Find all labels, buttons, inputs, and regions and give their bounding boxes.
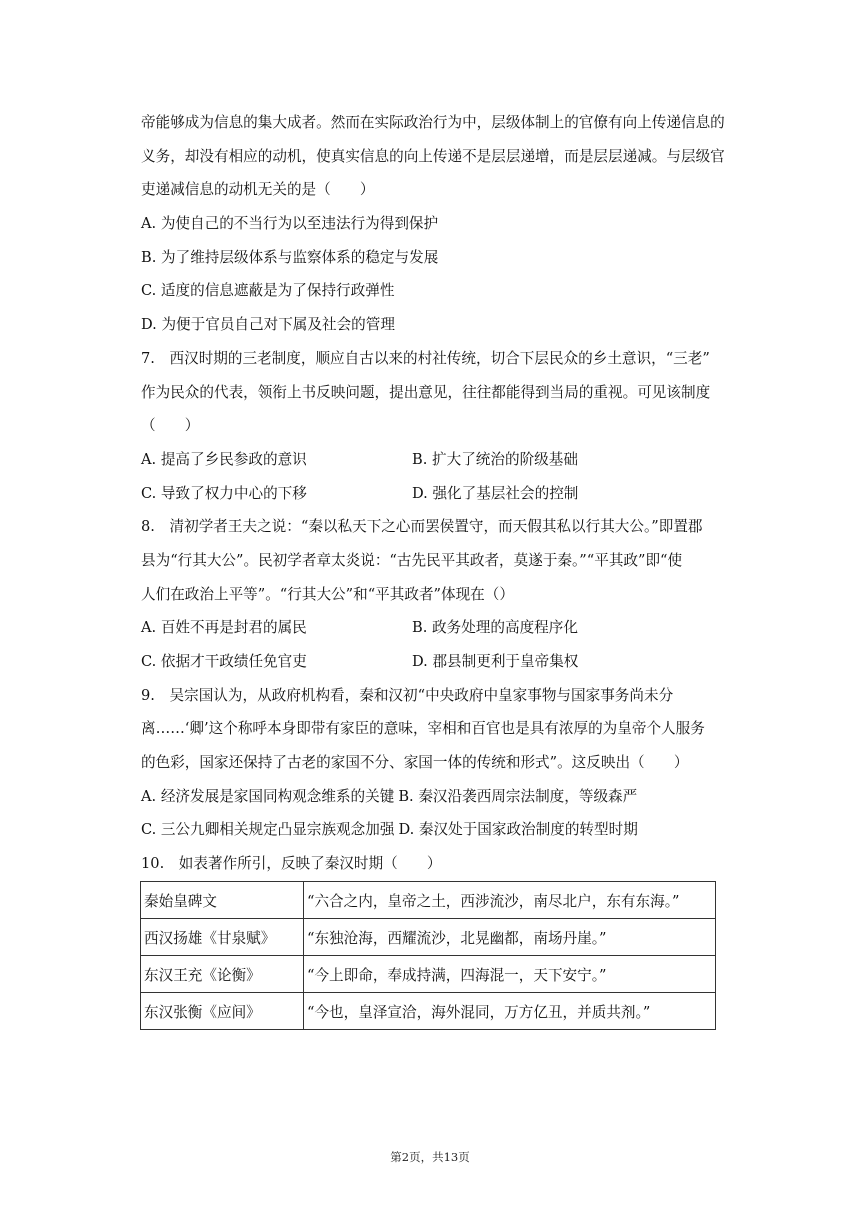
- question-7-stem: 7. 西汉时期的三老制度，顺应自古以来的村社传统，切合下层民众的乡土意识，“三老”: [141, 349, 710, 367]
- question-10-stem: 10. 如表著作所引，反映了秦汉时期（ ）: [141, 855, 442, 873]
- options-row: [141, 645, 721, 679]
- table-cell-source: 西汉扬雄《甘泉赋》: [141, 919, 304, 956]
- option-c: C. 适度的信息遮蔽是为了保持行政弹性: [141, 282, 395, 300]
- text-line: 吏递减信息的动机无关的是（ ）: [141, 181, 375, 199]
- question-text: [141, 106, 725, 881]
- text-line: （ ）: [141, 417, 200, 435]
- text-line: 义务，却没有相应的动机，使真实信息的向上传递不是层层递增，而是层层递减。与层级官: [141, 147, 725, 165]
- table-row: [141, 956, 716, 993]
- option-b: B. 秦汉沿袭西周宗法制度，等级森严: [398, 787, 638, 805]
- table-row: [141, 882, 716, 919]
- options-row: [141, 611, 721, 645]
- option-d: D. 秦汉处于国家政治制度的转型时期: [398, 821, 638, 839]
- options-row: [141, 813, 721, 847]
- text-line: 作为民众的代表，领衔上书反映问题，提出意见，往往都能得到当局的重视。可见该制度: [141, 383, 711, 401]
- table-cell-quote: “今也，皇泽宣洽，海外混同，万方亿丑，并质共剂。”: [304, 993, 716, 1030]
- table-cell-quote: “东独沧海，西耀流沙，北晃幽都，南场丹崖。”: [304, 919, 716, 956]
- option-c: C. 三公九卿相关规定凸显宗族观念加强: [141, 821, 395, 839]
- option-d: D. 强化了基层社会的控制: [412, 484, 579, 502]
- options-row: [141, 477, 721, 511]
- table-cell-quote: “六合之内，皇帝之土，西涉流沙，南尽北户，东有东海。”: [304, 882, 716, 919]
- table-row: [141, 919, 716, 956]
- option-b: B. 政务处理的高度程序化: [412, 619, 578, 637]
- text-line: 县为“行其大公”。民初学者章太炎说：“古先民平其政者，莫遂于秦。”“平其政”即“使: [141, 551, 683, 569]
- quotation-table: [140, 881, 716, 1030]
- text-line: 帝能够成为信息的集大成者。然而在实际政治行为中，层级体制上的官僚有向上传递信息的: [141, 114, 725, 131]
- page-number: 第2页，共13页: [390, 1150, 470, 1164]
- options-row: [141, 443, 721, 477]
- table-cell-quote: “今上即命，奉成持满，四海混一，天下安宁。”: [304, 956, 716, 993]
- text-line: 的色彩，国家还保持了古老的家国不分、家国一体的传统和形式”。这反映出（ ）: [141, 754, 689, 772]
- text-line: 人们在政治上平等”。“行其大公”和“平其政者”体现在（）: [141, 585, 514, 603]
- option-d: D. 为便于官员自己对下属及社会的管理: [141, 316, 395, 334]
- option-a: A. 提高了乡民参政的意识: [141, 450, 307, 468]
- option-c: C. 导致了权力中心的下移: [141, 484, 307, 502]
- option-a: A. 百姓不再是封君的属民: [141, 619, 307, 637]
- table-cell-source: 东汉王充《论衡》: [141, 956, 304, 993]
- question-8-stem: 8. 清初学者王夫之说：“秦以私天下之心而罢侯置守，而天假其私以行其大公。”即置郡: [141, 518, 703, 536]
- option-b: B. 扩大了统治的阶级基础: [412, 450, 578, 468]
- table-cell-source: 东汉张衡《应间》: [141, 993, 304, 1030]
- text-line: 离……‘卿’这个称呼本身即带有家臣的意味，宰相和百官也是具有浓厚的为皇帝个人服务: [141, 720, 705, 738]
- option-b: B. 为了维持层级体系与监察体系的稳定与发展: [141, 248, 439, 266]
- options-row: [141, 780, 721, 814]
- option-a: A. 经济发展是家国同构观念维系的关键: [141, 787, 395, 805]
- table-cell-source: 秦始皇碑文: [141, 882, 304, 919]
- question-9-stem: 9. 吴宗国认为，从政府机构看，秦和汉初“中央政府中皇家事物与国家事务尚未分: [141, 686, 674, 704]
- option-c: C. 依据才干政绩任免官吏: [141, 653, 307, 670]
- option-d: D. 郡县制更利于皇帝集权: [412, 653, 579, 670]
- option-a: A. 为使自己的不当行为以至违法行为得到保护: [141, 215, 439, 233]
- table-row: [141, 993, 716, 1030]
